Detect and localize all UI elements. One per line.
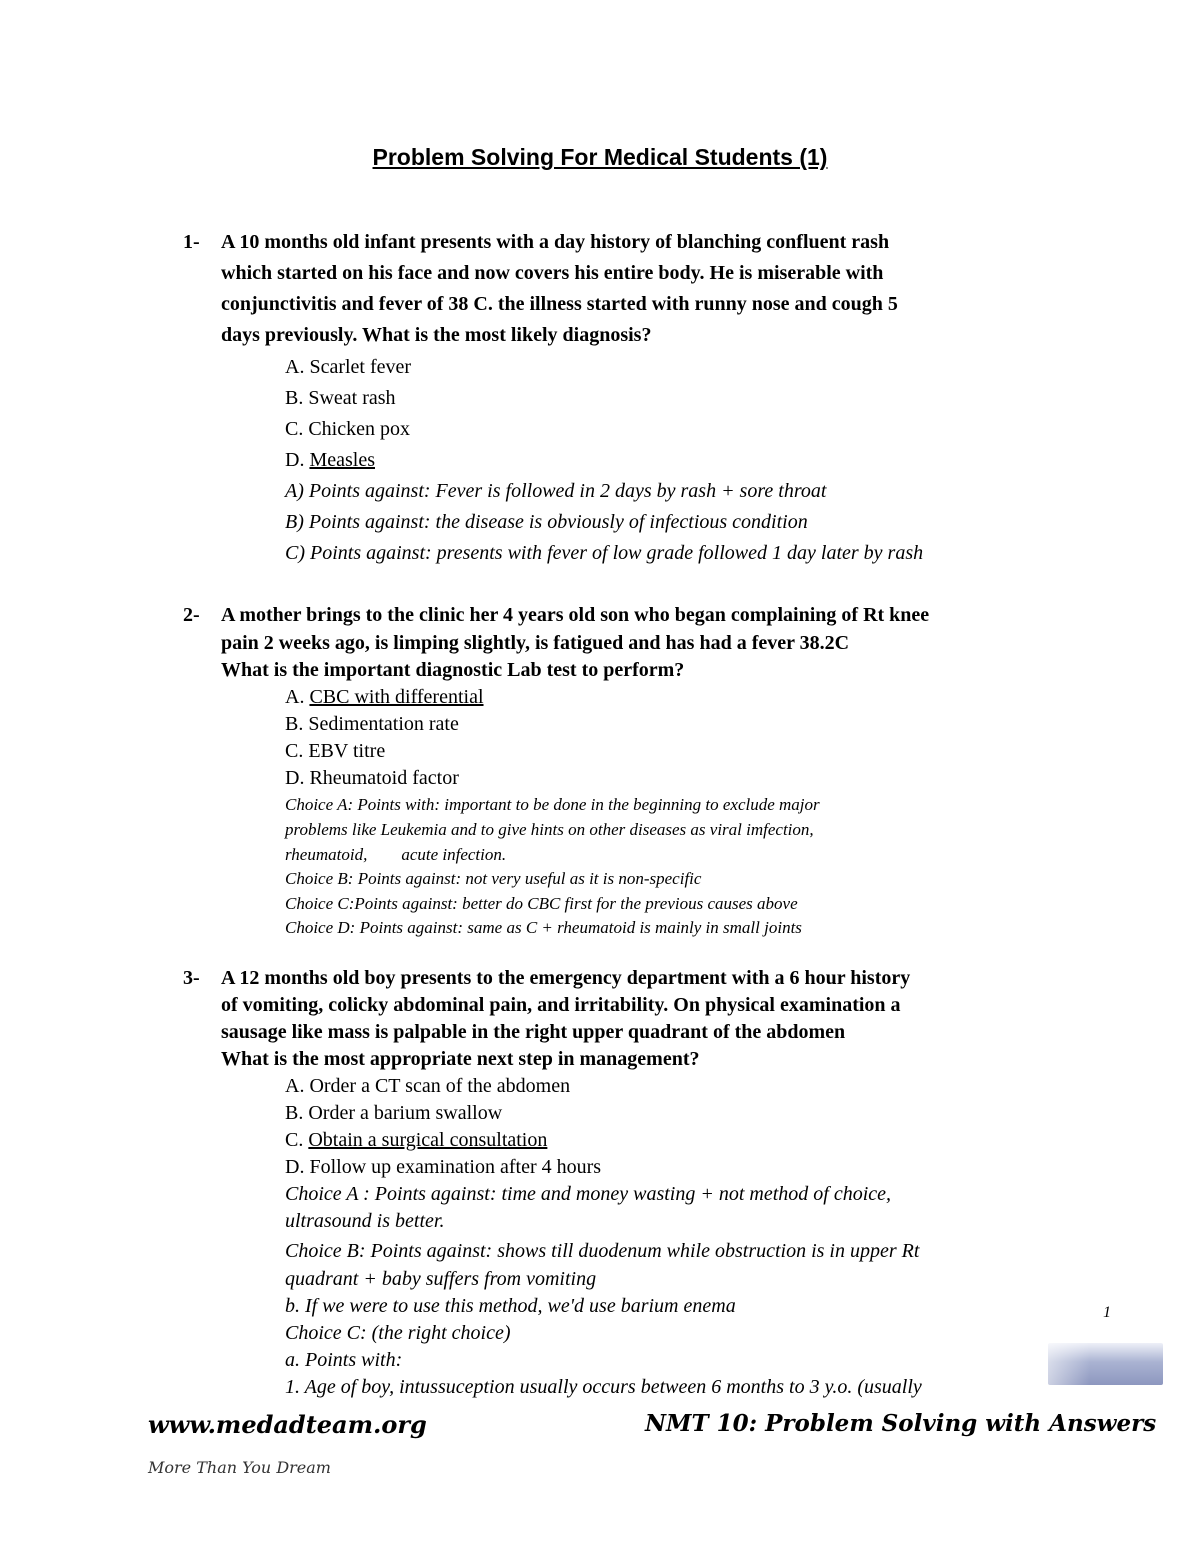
page-title: Problem Solving For Medical Students (1) bbox=[372, 144, 828, 170]
explanation-line: B) Points against: the disease is obviously of infectious condition bbox=[285, 511, 808, 533]
question-stem-line: conjunctivitis and fever of 38 C. the illness started with runny nose and cough 5 bbox=[221, 293, 898, 315]
explanation-line: Choice A: Points with: important to be done in the beginning to exclude major bbox=[285, 795, 820, 814]
explanation-line: ultrasound is better. bbox=[285, 1210, 445, 1232]
page-number: 1 bbox=[1103, 1304, 1111, 1321]
explanation-line: quadrant + baby suffers from vomiting bbox=[285, 1268, 597, 1290]
question-stem-line: A 12 months old boy presents to the emergency department with a 6 hour history bbox=[221, 967, 911, 989]
question-number: 1- bbox=[183, 231, 200, 253]
answer-option-correct: D. Measles bbox=[285, 449, 375, 471]
explanation-line: problems like Leukemia and to give hints on other diseases as viral imfection, bbox=[285, 820, 814, 839]
explanation-line: Choice B: Points against: not very useful as it is non-specific bbox=[285, 869, 702, 888]
explanation-line: Choice C:Points against: better do CBC first for the previous causes above bbox=[285, 894, 798, 913]
explanation-line: a. Points with: bbox=[285, 1349, 403, 1371]
question-stem-line: pain 2 weeks ago, is limping slightly, is fatigued and has had a fever 38.2C bbox=[221, 632, 850, 654]
answer-option: B. Sedimentation rate bbox=[285, 713, 459, 735]
explanation-line: Choice B: Points against: shows till duodenum while obstruction is in upper Rt bbox=[285, 1240, 920, 1262]
answer-option: B. Order a barium swallow bbox=[285, 1102, 503, 1124]
question-stem-line: which started on his face and now covers his entire body. He is miserable with bbox=[221, 262, 884, 284]
question-stem-line: days previously. What is the most likely diagnosis? bbox=[221, 324, 652, 346]
footer-website-link[interactable]: www.medadteam.org bbox=[148, 1410, 427, 1439]
answer-option: B. Sweat rash bbox=[285, 387, 396, 409]
answer-option: A. Order a CT scan of the abdomen bbox=[285, 1075, 571, 1097]
answer-option: C. EBV titre bbox=[285, 740, 386, 762]
explanation-line: C) Points against: presents with fever of low grade followed 1 day later by rash bbox=[285, 542, 924, 564]
question-stem-line: What is the most appropriate next step in management? bbox=[221, 1048, 700, 1070]
explanation-line: A) Points against: Fever is followed in 2 days by rash + sore throat bbox=[285, 480, 827, 502]
question-number: 2- bbox=[183, 604, 200, 626]
explanation-line: rheumatoid, acute infection. bbox=[285, 845, 507, 864]
footer-slogan: More Than You Dream bbox=[148, 1458, 331, 1477]
question-stem-line: of vomiting, colicky abdominal pain, and irritability. On physical examination a bbox=[221, 994, 901, 1016]
page-corner-tab bbox=[1048, 1343, 1163, 1385]
question-stem-line: What is the important diagnostic Lab test to perform? bbox=[221, 659, 685, 681]
answer-option: D. Rheumatoid factor bbox=[285, 767, 459, 789]
question-stem-line: A mother brings to the clinic her 4 years old son who began complaining of Rt knee bbox=[221, 604, 930, 626]
question-number: 3- bbox=[183, 967, 200, 989]
answer-option: D. Follow up examination after 4 hours bbox=[285, 1156, 602, 1178]
question-stem-line: sausage like mass is palpable in the right upper quadrant of the abdomen bbox=[221, 1021, 846, 1043]
explanation-line: b. If we were to use this method, we'd use barium enema bbox=[285, 1295, 736, 1317]
answer-option-correct: A. CBC with differential bbox=[285, 686, 484, 708]
explanation-line: Choice A : Points against: time and money wasting + not method of choice, bbox=[285, 1183, 892, 1205]
explanation-line: 1. Age of boy, intussuception usually occurs between 6 months to 3 y.o. (usually bbox=[285, 1376, 922, 1398]
answer-option: C. Chicken pox bbox=[285, 418, 410, 440]
explanation-line: Choice C: (the right choice) bbox=[285, 1322, 511, 1344]
explanation-line: Choice D: Points against: same as C + rheumatoid is mainly in small joints bbox=[285, 918, 802, 937]
question-stem-line: A 10 months old infant presents with a day history of blanching confluent rash bbox=[221, 231, 890, 253]
answer-option-correct: C. Obtain a surgical consultation bbox=[285, 1129, 548, 1151]
answer-option: A. Scarlet fever bbox=[285, 356, 412, 378]
footer-document-title: NMT 10: Problem Solving with Answers bbox=[645, 1410, 1157, 1437]
